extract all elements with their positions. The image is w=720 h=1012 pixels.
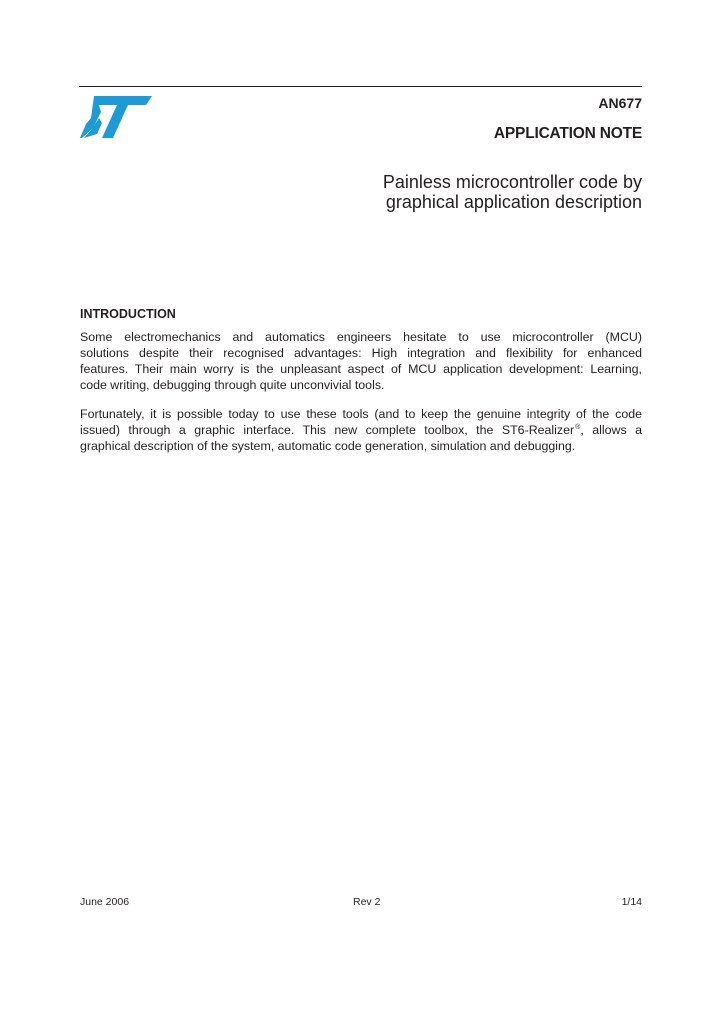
header-rule (79, 86, 642, 87)
footer-date: June 2006 (80, 896, 130, 908)
text-line: Some electromechanics and automatics engineers hesitate to use microcontroller (MCU) (80, 330, 642, 344)
footer-page-number: 1/14 (621, 896, 642, 908)
intro-paragraph-1 (80, 329, 642, 393)
text-fragment: , allows a (580, 423, 643, 437)
intro-paragraph-2 (80, 406, 642, 454)
section-heading-introduction: INTRODUCTION (80, 307, 176, 321)
text-line: Fortunately, it is possible today to use these tools (and to keep the genuine integrity of the code (80, 407, 642, 421)
document-number: AN677 (598, 95, 642, 111)
st-logo (80, 96, 154, 138)
text-line (80, 422, 642, 438)
text-line: graphical description of the system, automatic code generation, simulation and debugging. (80, 439, 576, 453)
text-line: solutions despite their recognised advantages: High integration and flexibility for enhanced (80, 346, 642, 360)
text-line: features. Their main worry is the unpleasant aspect of MCU application development: Learning, (80, 362, 642, 376)
footer-revision: Rev 2 (353, 896, 381, 908)
text-line: code writing, debugging through quite unconvivial tools. (80, 378, 385, 392)
document-title (383, 172, 642, 212)
text-fragment: issued) through a graphic interface. This new complete toolbox, the ST6-Realizer (80, 423, 575, 437)
registered-mark: ® (575, 424, 581, 431)
title-line: Painless microcontroller code by (382, 172, 642, 192)
title-line: graphical application description (385, 192, 642, 212)
document-type: APPLICATION NOTE (493, 125, 642, 142)
